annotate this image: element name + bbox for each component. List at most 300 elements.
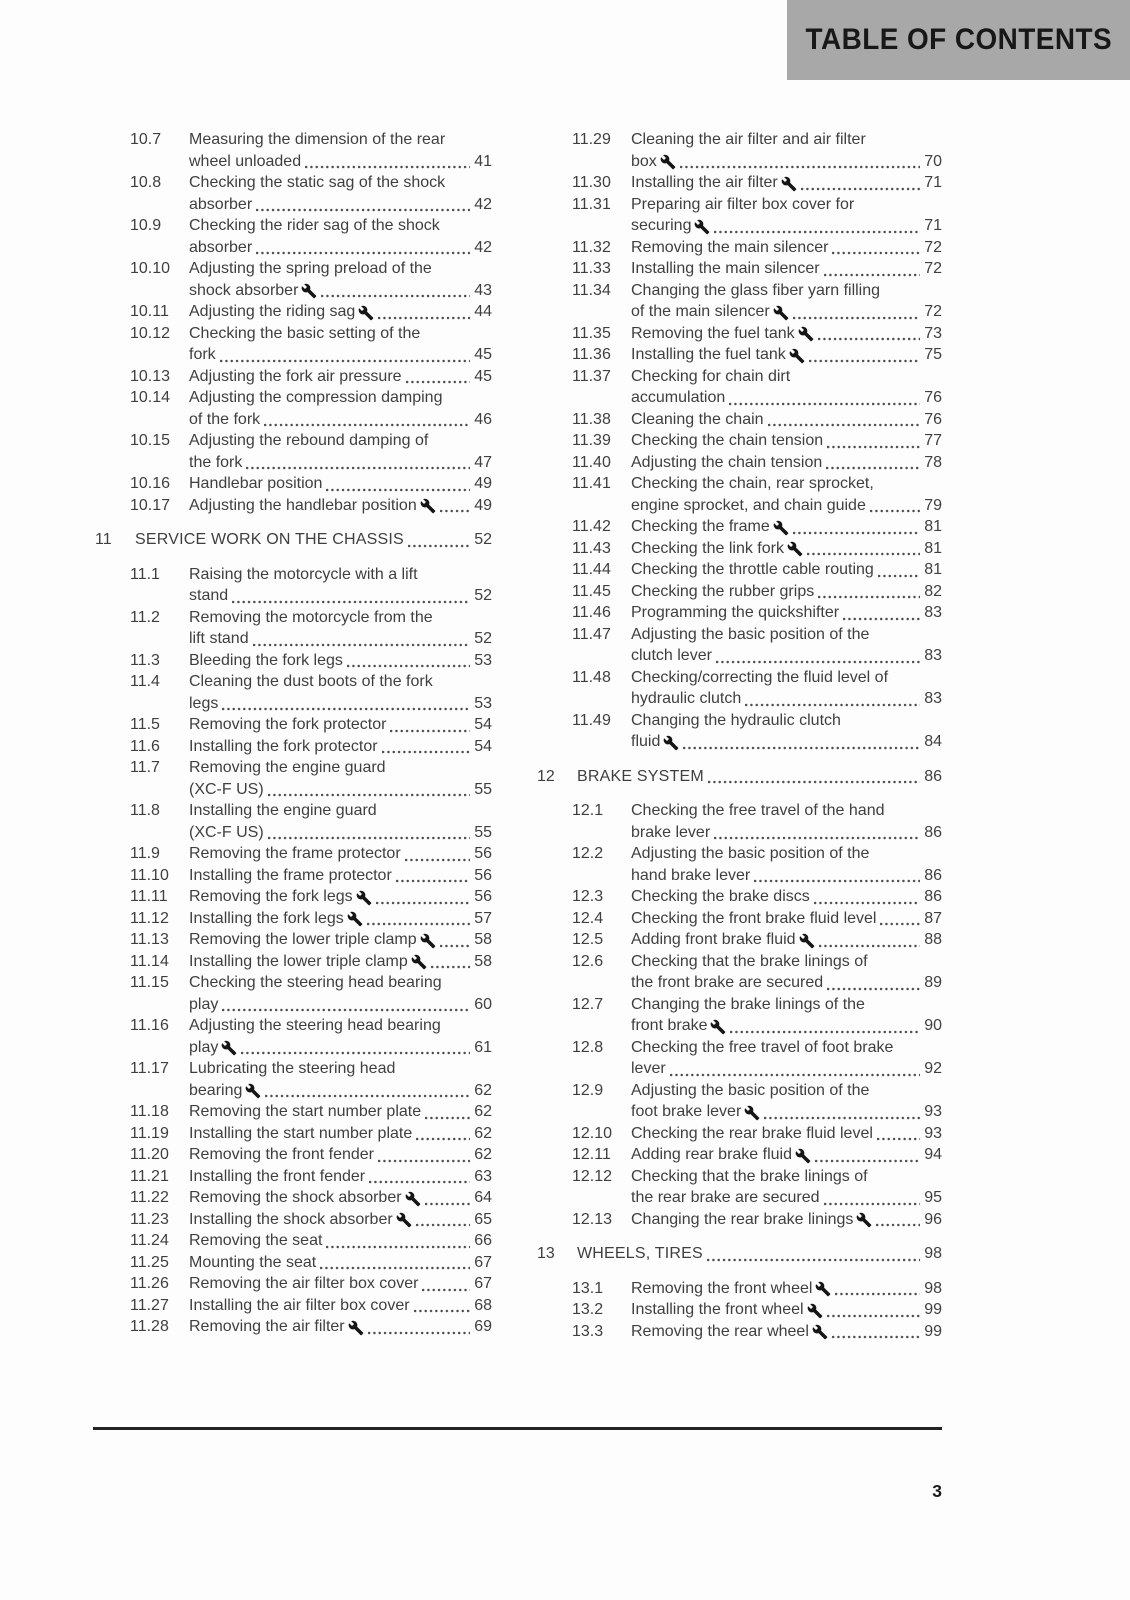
toc-entry-row [95, 908, 492, 930]
leader-dots [414, 1309, 470, 1313]
page-ref: 77 [924, 432, 942, 449]
page-ref: 98 [924, 1245, 942, 1262]
entry-title-line: Checking for chain dirt [631, 367, 791, 385]
entry-body [631, 366, 942, 409]
entry-title-line: Preparing air filter box cover for [631, 195, 855, 213]
toc-entry-row [537, 800, 942, 843]
toc-section-row [537, 766, 942, 788]
entry-last-line [189, 1295, 492, 1317]
toc-entry-row [95, 366, 492, 388]
entry-body [189, 1209, 492, 1231]
toc-entry-row [95, 1230, 492, 1252]
entry-body [189, 129, 492, 172]
toc-entry-row [95, 1015, 492, 1058]
toc-entry-row [537, 409, 942, 431]
leader-dots [425, 1202, 470, 1206]
page-ref: 81 [924, 539, 942, 557]
page-ref: 73 [924, 324, 942, 342]
entry-title: Programming the quickshifter [631, 604, 840, 621]
page-ref: 99 [924, 1301, 942, 1318]
entry-number: 11.30 [572, 174, 611, 191]
entry-last-line [631, 301, 942, 323]
page-ref: 83 [924, 647, 942, 664]
entry-title: wheel unloaded [189, 152, 302, 170]
entry-number: 11.12 [130, 909, 169, 927]
entry-title: Cleaning the chain [631, 410, 764, 428]
page-ref: 62 [474, 1103, 492, 1120]
page-ref: 56 [474, 888, 492, 905]
entry-title-line: Checking the static sag of the shock [189, 174, 446, 191]
leader-dots [253, 643, 470, 647]
entry-title: Installing the fork protector [189, 737, 378, 755]
leader-dots [714, 836, 920, 840]
entry-number: 11.21 [130, 1167, 169, 1185]
entry-title: the front brake are secured [631, 974, 824, 991]
page-title: TABLE OF CONTENTS [805, 23, 1112, 56]
entry-title: fork [189, 346, 216, 363]
leader-dots [326, 488, 470, 492]
page-ref: 45 [474, 346, 492, 363]
page-ref: 62 [474, 1081, 492, 1099]
entry-body [631, 1278, 942, 1300]
leader-dots [378, 316, 470, 320]
entry-last-line [189, 908, 492, 930]
entry-number: 11.42 [572, 518, 611, 535]
entry-title: Adjusting the fork air pressure [189, 367, 402, 385]
entry-number: 10.9 [130, 217, 162, 234]
entry-number: 12.10 [572, 1124, 613, 1142]
page-ref: 68 [474, 1296, 492, 1314]
entry-title-line: Adjusting the basic position of the [631, 845, 870, 862]
wrench-icon [245, 1083, 261, 1099]
entry-title: Installing the frame protector [189, 866, 392, 884]
leader-dots [378, 1159, 470, 1163]
page-ref: 45 [474, 367, 492, 385]
toc-entry-row [537, 1037, 942, 1080]
entry-number: 12.6 [572, 952, 604, 970]
entry-body [189, 929, 492, 951]
page-ref: 41 [474, 152, 492, 170]
toc-entry-row [537, 908, 942, 930]
entry-last-line [631, 237, 942, 259]
entry-title-line: Checking the chain, rear sprocket, [631, 475, 874, 492]
entry-body [189, 714, 492, 736]
entry-title: securing [631, 217, 692, 234]
wrench-icon [781, 176, 797, 192]
entry-last-line [631, 972, 942, 994]
entry-number: 11.13 [130, 931, 169, 948]
entry-last-line [631, 387, 942, 409]
leader-dots [754, 879, 920, 883]
page-ref: 66 [474, 1232, 492, 1249]
wrench-icon [411, 954, 427, 970]
toc-entry-row [95, 865, 492, 887]
wrench-icon [787, 541, 803, 557]
entry-number: 12.13 [572, 1210, 613, 1228]
page-ref: 90 [924, 1017, 942, 1034]
entry-title-line: Changing the brake linings of the [631, 995, 865, 1013]
entry-last-line [189, 822, 492, 844]
leader-dots [764, 1116, 920, 1120]
leader-dots [382, 750, 470, 754]
leader-dots [815, 1159, 920, 1163]
entry-title: Checking the rubber grips [631, 582, 815, 600]
entry-title: of the main silencer [631, 303, 770, 320]
page-ref: 78 [924, 453, 942, 471]
entry-number: 12.3 [572, 888, 604, 905]
entry-title: brake lever [631, 823, 711, 841]
entry-body [631, 172, 942, 194]
entry-number: 11.36 [572, 346, 611, 363]
page-ref: 83 [924, 604, 942, 621]
entry-body [631, 473, 942, 516]
entry-title: (XC-F US) [189, 780, 264, 798]
page-ref: 42 [474, 238, 492, 256]
page-ref: 69 [474, 1318, 492, 1335]
entry-number: 10.13 [130, 367, 171, 385]
leader-dots [814, 901, 920, 905]
entry-number: 11.34 [572, 281, 611, 299]
wrench-icon [795, 1148, 811, 1164]
leader-dots [396, 879, 470, 883]
entry-title: the fork [189, 453, 243, 471]
entry-title: Removing the main silencer [631, 238, 829, 256]
leader-dots [801, 187, 920, 191]
toc-entry-row [95, 1058, 492, 1101]
page-ref: 95 [924, 1189, 942, 1206]
page-ref: 44 [474, 303, 492, 320]
page-ref: 81 [924, 561, 942, 578]
wrench-icon [798, 326, 814, 342]
toc-section-row [95, 529, 492, 551]
leader-dots [376, 901, 470, 905]
entry-last-line [631, 409, 942, 431]
wrench-icon [356, 890, 372, 906]
wrench-icon [663, 735, 679, 751]
leader-dots [422, 1288, 470, 1292]
page-ref: 81 [924, 518, 942, 535]
entry-title-line: Measuring the dimension of the rear [189, 131, 446, 148]
entry-last-line [189, 994, 492, 1016]
entry-number: 11.29 [572, 131, 611, 148]
page-ref: 55 [474, 823, 492, 841]
entry-last-line [631, 1278, 942, 1300]
leader-dots [369, 1180, 470, 1184]
page-ref: 54 [474, 737, 492, 755]
entry-number: 11.40 [572, 453, 611, 471]
entry-body [631, 951, 942, 994]
leader-dots [268, 793, 470, 797]
entry-body [189, 1252, 492, 1274]
page-ref: 67 [474, 1253, 492, 1271]
leader-dots [408, 544, 470, 548]
toc-entry-row [95, 301, 492, 323]
toc-entry-row [537, 452, 942, 474]
toc-entry-row [95, 714, 492, 736]
entry-title: (XC-F US) [189, 823, 264, 841]
entry-title-line: Checking the rider sag of the shock [189, 217, 440, 234]
entry-title: play [189, 1038, 219, 1056]
leader-dots [405, 858, 470, 862]
toc-entry-row [537, 886, 942, 908]
leader-dots [708, 780, 920, 784]
leader-dots [714, 230, 920, 234]
entry-body [631, 1299, 942, 1321]
leader-dots [265, 1094, 470, 1098]
entry-last-line [189, 693, 492, 715]
entry-number: 10.15 [130, 432, 171, 449]
leader-dots [321, 294, 470, 298]
entry-last-line [189, 1230, 492, 1252]
entry-number: 11.9 [130, 845, 160, 862]
entry-number: 10.10 [130, 260, 171, 277]
entry-last-line [631, 822, 942, 844]
entry-title-line: Checking the basic setting of the [189, 324, 421, 342]
page-ref: 58 [474, 952, 492, 970]
entry-last-line [189, 194, 492, 216]
toc-entry-row [537, 1209, 942, 1231]
entry-last-line [189, 736, 492, 758]
entry-last-line [189, 1316, 492, 1338]
entry-title-line: Checking/correcting the fluid level of [631, 668, 889, 686]
entry-last-line [631, 731, 942, 753]
entry-body [189, 800, 492, 843]
entry-title: Checking the front brake fluid level [631, 909, 877, 927]
entry-body [631, 280, 942, 323]
entry-title-line: Cleaning the dust boots of the fork [189, 673, 433, 690]
page-ref: 52 [474, 531, 492, 548]
page-ref: 86 [924, 888, 942, 905]
entry-title-line: Changing the hydraulic clutch [631, 711, 841, 729]
leader-dots [683, 746, 920, 750]
toc-entry-row [537, 516, 942, 538]
toc-entry-row [537, 667, 942, 710]
toc-entry-row [95, 1273, 492, 1295]
entry-body [631, 237, 942, 259]
entry-number: 11.45 [572, 582, 611, 600]
toc-entry-row [95, 258, 492, 301]
wrench-icon [710, 1019, 726, 1035]
entry-number: 11.15 [130, 974, 169, 991]
entry-body [631, 667, 942, 710]
page-ref: 72 [924, 238, 942, 256]
page-ref: 84 [924, 733, 942, 750]
entry-number: 10.16 [130, 475, 171, 492]
entry-number: 10.12 [130, 324, 171, 342]
toc-entry-row [95, 607, 492, 650]
entry-body [189, 1295, 492, 1317]
entry-body [631, 929, 942, 951]
toc-entry-row [537, 1321, 942, 1343]
entry-last-line [631, 1015, 942, 1037]
entry-title: Bleeding the fork legs [189, 651, 343, 669]
wrench-icon [807, 1303, 823, 1319]
entry-title: shock absorber [189, 281, 299, 299]
toc-entry-row [95, 473, 492, 495]
wrench-icon [420, 933, 436, 949]
entry-body [189, 1166, 492, 1188]
entry-last-line [189, 650, 492, 672]
leader-dots [268, 836, 470, 840]
toc-entry-row [95, 800, 492, 843]
toc-entry-row [537, 280, 942, 323]
toc-entry-row [95, 929, 492, 951]
wrench-icon [221, 1040, 237, 1056]
entry-last-line [189, 151, 492, 173]
page-ref: 58 [474, 931, 492, 948]
entry-body [189, 1144, 492, 1166]
section-title: SERVICE WORK ON THE CHASSIS [135, 531, 404, 548]
leader-dots [305, 165, 470, 169]
entry-title: of the fork [189, 410, 261, 428]
entry-last-line [189, 344, 492, 366]
entry-last-line [189, 865, 492, 887]
entry-number: 11.19 [130, 1124, 169, 1142]
entry-body [189, 564, 492, 607]
wrench-icon [405, 1191, 421, 1207]
leader-dots [793, 316, 920, 320]
page-ref: 61 [474, 1038, 492, 1056]
page-ref: 94 [924, 1146, 942, 1163]
entry-title-line: Checking that the brake linings of [631, 952, 868, 970]
entry-title: legs [189, 694, 219, 712]
toc-section-row [537, 1243, 942, 1265]
entry-body [631, 886, 942, 908]
leader-dots [835, 1292, 920, 1296]
entry-title: play [189, 995, 219, 1013]
entry-body [631, 800, 942, 843]
entry-title-line: Adjusting the basic position of the [631, 1081, 870, 1099]
entry-title: Removing the fuel tank [631, 324, 795, 342]
wrench-icon [301, 283, 317, 299]
entry-body [631, 430, 942, 452]
entry-number: 11.2 [130, 608, 160, 626]
entry-title-line: Changing the glass fiber yarn filling [631, 281, 881, 299]
entry-last-line [631, 430, 942, 452]
page-ref: 71 [924, 217, 942, 234]
entry-title: Checking the frame [631, 518, 770, 535]
entry-body [189, 757, 492, 800]
entry-body [189, 366, 492, 388]
toc-entry-row [95, 972, 492, 1015]
entry-last-line [631, 1101, 942, 1123]
entry-number: 11.22 [130, 1189, 169, 1206]
leader-dots [232, 600, 470, 604]
page-ref: 75 [924, 346, 942, 363]
entry-body [189, 865, 492, 887]
toc-entry-row [95, 886, 492, 908]
entry-body [631, 344, 942, 366]
entry-title: Removing the fork legs [189, 888, 353, 905]
entry-body [189, 323, 492, 366]
entry-last-line [631, 1144, 942, 1166]
toc-left-column [95, 129, 492, 1338]
page-ref: 86 [924, 823, 942, 841]
entry-last-line [631, 215, 942, 237]
entry-last-line [189, 1187, 492, 1209]
entry-body [189, 886, 492, 908]
entry-body [631, 538, 942, 560]
toc-entry-row [95, 215, 492, 258]
entry-body [189, 387, 492, 430]
entry-number: 11.27 [130, 1296, 169, 1314]
entry-title-line: Cleaning the air filter and air filter [631, 131, 866, 148]
toc-right-column [537, 129, 942, 1342]
entry-title-line: Adjusting the rebound damping of [189, 432, 429, 449]
entry-number: 11.38 [572, 410, 611, 428]
leader-dots [416, 1223, 470, 1227]
leader-dots [222, 1008, 470, 1012]
entry-number: 11.20 [130, 1146, 169, 1163]
entry-number: 11.17 [130, 1060, 169, 1077]
entry-last-line [631, 258, 942, 280]
toc-entry-row [95, 1144, 492, 1166]
leader-dots [824, 273, 920, 277]
entry-number: 11.11 [130, 888, 168, 905]
page-ref: 79 [924, 496, 942, 514]
page-ref: 57 [474, 909, 492, 927]
entry-last-line [631, 516, 942, 538]
entry-body [631, 1123, 942, 1145]
toc-entry-row [95, 1187, 492, 1209]
page-ref: 93 [924, 1124, 942, 1142]
leader-dots [368, 1331, 470, 1335]
leader-dots [367, 922, 470, 926]
page-ref: 62 [474, 1124, 492, 1142]
wrench-icon [773, 305, 789, 321]
entry-title-line: Adjusting the compression damping [189, 389, 443, 406]
entry-title-line: Checking the free travel of the hand [631, 802, 885, 819]
entry-number: 12.9 [572, 1081, 604, 1099]
entry-number: 11.24 [130, 1232, 169, 1249]
leader-dots [878, 574, 920, 578]
entry-title: Removing the fork protector [189, 716, 387, 733]
entry-body [631, 1166, 942, 1209]
entry-number: 11.7 [130, 759, 160, 776]
entry-last-line [189, 951, 492, 973]
entry-body [189, 1058, 492, 1101]
page-ref: 82 [924, 582, 942, 600]
page-ref: 55 [474, 780, 492, 798]
toc-entry-row [537, 1144, 942, 1166]
entry-body [631, 908, 942, 930]
entry-number: 13.1 [572, 1279, 604, 1297]
entry-number: 11.33 [572, 260, 611, 277]
toc-entry-row [95, 387, 492, 430]
entry-number: 11.46 [572, 604, 611, 621]
entry-title-line: Raising the motorcycle with a lift [189, 565, 418, 583]
entry-body [189, 1187, 492, 1209]
leader-dots [818, 337, 920, 341]
page-ref: 52 [474, 630, 492, 647]
toc-entry-row [95, 564, 492, 607]
toc-entry-row [95, 951, 492, 973]
entry-number: 11.5 [130, 716, 160, 733]
entry-body [631, 559, 942, 581]
entry-title: Installing the main silencer [631, 260, 820, 277]
entry-number: 11.25 [130, 1253, 169, 1271]
toc-entry-row [537, 344, 942, 366]
leader-dots [246, 466, 470, 470]
section-title: BRAKE SYSTEM [577, 767, 704, 785]
entry-last-line [189, 366, 492, 388]
toc-entry-row [95, 495, 492, 517]
leader-dots [440, 509, 470, 513]
entry-body [189, 473, 492, 495]
leader-dots [809, 359, 920, 363]
wrench-icon [348, 1320, 364, 1336]
footer-rule [93, 1427, 942, 1430]
